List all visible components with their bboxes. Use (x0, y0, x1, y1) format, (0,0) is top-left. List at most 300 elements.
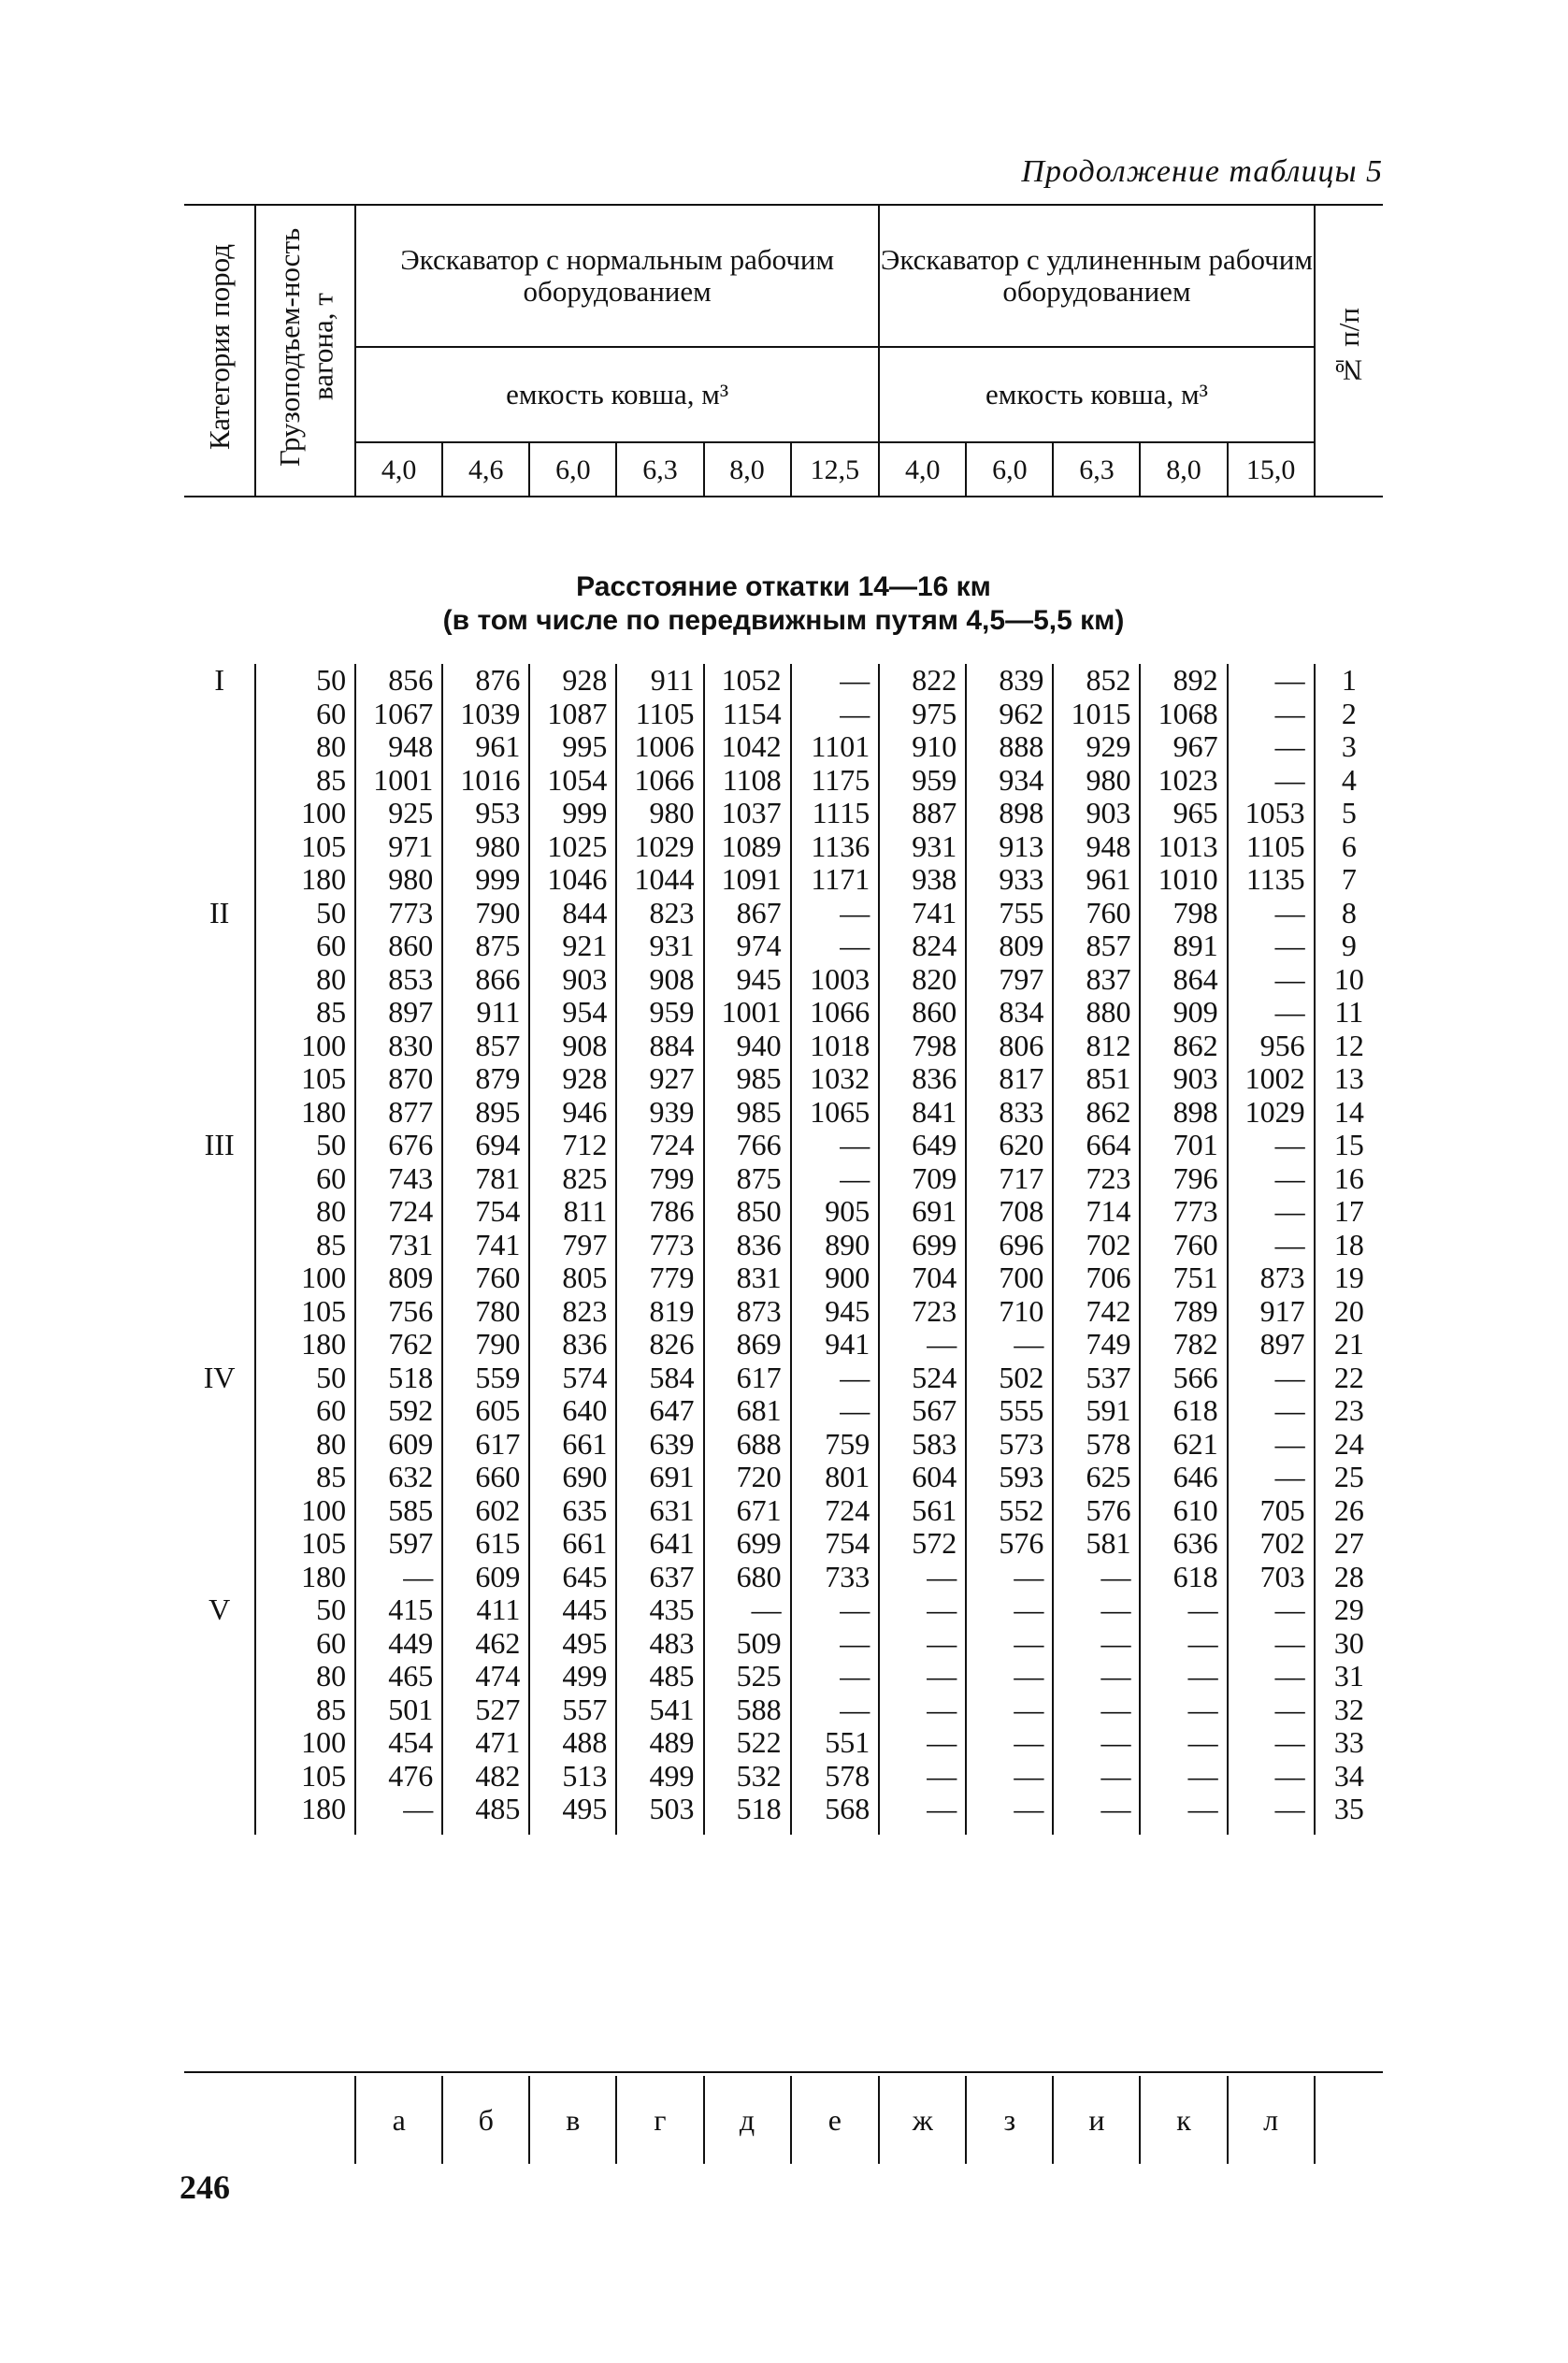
value-cell: 931 (879, 830, 966, 864)
value-cell: 618 (1140, 1394, 1227, 1428)
table-row (184, 1295, 1383, 1329)
value-cell: 971 (355, 830, 442, 864)
capacity-cell: 80 (255, 730, 355, 764)
value-cell: 524 (879, 1362, 966, 1395)
category-cell (184, 1627, 255, 1661)
value-cell: 1046 (529, 863, 616, 897)
rownum-cell: 11 (1315, 996, 1383, 1030)
value-cell: — (879, 1561, 966, 1594)
value-cell: — (1228, 1726, 1315, 1760)
value-cell: 720 (704, 1461, 791, 1494)
value-cell: 895 (442, 1096, 529, 1130)
value-cell: 876 (442, 664, 529, 698)
column-letter: л (1228, 2076, 1315, 2164)
column-letter: з (966, 2076, 1053, 2164)
value-cell: 593 (966, 1461, 1053, 1494)
value-cell: 836 (529, 1328, 616, 1362)
value-cell: 956 (1228, 1030, 1315, 1063)
category-cell (184, 698, 255, 731)
rownum-cell: 30 (1315, 1627, 1383, 1661)
value-cell: 706 (1053, 1261, 1140, 1295)
value-cell: — (1140, 1660, 1227, 1693)
value-cell: 999 (442, 863, 529, 897)
value-cell: — (1053, 1726, 1140, 1760)
value-cell: 618 (1140, 1561, 1227, 1594)
rownum-cell: 5 (1315, 797, 1383, 830)
value-cell: 866 (442, 963, 529, 997)
value-cell: 940 (704, 1030, 791, 1063)
table-row (184, 897, 1383, 930)
column-letter: ж (879, 2076, 966, 2164)
value-cell: 572 (879, 1527, 966, 1561)
category-cell (184, 1295, 255, 1329)
value-cell: — (1053, 1660, 1140, 1693)
value-cell: 1029 (616, 830, 703, 864)
bucket-size-8: 6,3 (1053, 442, 1140, 497)
category-cell (184, 963, 255, 997)
header-category: Категория пород (184, 205, 255, 497)
letter-spacer (255, 2076, 355, 2164)
header-bucket-extended: емкость ковша, м³ (879, 347, 1314, 442)
value-cell: — (1228, 1129, 1315, 1162)
value-cell: 760 (1140, 1229, 1227, 1262)
section-title-line2: (в том числе по передвижным путям 4,5—5,5 км) (442, 605, 1125, 636)
value-cell: 1006 (616, 730, 703, 764)
value-cell: 576 (1053, 1494, 1140, 1528)
table-row (184, 929, 1383, 963)
value-cell: 483 (616, 1627, 703, 1661)
table-row (184, 1793, 1383, 1835)
value-cell: — (1228, 1593, 1315, 1627)
value-cell: 495 (529, 1627, 616, 1661)
rownum-cell: 32 (1315, 1693, 1383, 1727)
value-cell: — (1228, 698, 1315, 731)
value-cell: 661 (529, 1527, 616, 1561)
value-cell: 773 (1140, 1195, 1227, 1229)
table-header (184, 204, 1383, 497)
capacity-cell: 50 (255, 897, 355, 930)
value-cell: 649 (879, 1129, 966, 1162)
value-cell: — (966, 1593, 1053, 1627)
value-cell: 702 (1228, 1527, 1315, 1561)
value-cell: — (1228, 1428, 1315, 1462)
capacity-cell: 105 (255, 1295, 355, 1329)
value-cell: 568 (791, 1793, 880, 1835)
value-cell: 696 (966, 1229, 1053, 1262)
value-cell: 1105 (1228, 830, 1315, 864)
value-cell: 864 (1140, 963, 1227, 997)
value-cell: 786 (616, 1195, 703, 1229)
value-cell: — (791, 1129, 880, 1162)
value-cell: 700 (966, 1261, 1053, 1295)
value-cell: 647 (616, 1394, 703, 1428)
rownum-cell: 20 (1315, 1295, 1383, 1329)
value-cell: 903 (1140, 1062, 1227, 1096)
value-cell: 513 (529, 1760, 616, 1794)
value-cell: 801 (791, 1461, 880, 1494)
value-cell: 551 (791, 1726, 880, 1760)
value-cell: 518 (704, 1793, 791, 1835)
value-cell: — (1140, 1760, 1227, 1794)
value-cell: 1002 (1228, 1062, 1315, 1096)
capacity-cell: 180 (255, 1561, 355, 1594)
table-row (184, 1494, 1383, 1528)
rownum-cell: 7 (1315, 863, 1383, 897)
value-cell: 522 (704, 1726, 791, 1760)
value-cell: 833 (966, 1096, 1053, 1130)
value-cell: 790 (442, 897, 529, 930)
value-cell: 411 (442, 1593, 529, 1627)
value-cell: 661 (529, 1428, 616, 1462)
value-cell: — (704, 1593, 791, 1627)
value-cell: 860 (355, 929, 442, 963)
value-cell: 583 (879, 1428, 966, 1462)
table-row (184, 1461, 1383, 1494)
value-cell: 1053 (1228, 797, 1315, 830)
capacity-cell: 80 (255, 963, 355, 997)
value-cell: — (879, 1693, 966, 1727)
bucket-size-7: 6,0 (966, 442, 1053, 497)
table-row (184, 1162, 1383, 1196)
value-cell: 592 (355, 1394, 442, 1428)
value-cell: 462 (442, 1627, 529, 1661)
value-cell: 509 (704, 1627, 791, 1661)
value-cell: 897 (355, 996, 442, 1030)
value-cell: 749 (1053, 1328, 1140, 1362)
category-cell (184, 1527, 255, 1561)
table-row (184, 963, 1383, 997)
rownum-cell: 26 (1315, 1494, 1383, 1528)
value-cell: 1025 (529, 830, 616, 864)
category-cell (184, 797, 255, 830)
bucket-size-5: 12,5 (791, 442, 880, 497)
table-row (184, 1362, 1383, 1395)
value-cell: 779 (616, 1261, 703, 1295)
value-cell: 640 (529, 1394, 616, 1428)
value-cell: 980 (1053, 764, 1140, 798)
value-cell: 995 (529, 730, 616, 764)
value-cell: 826 (616, 1328, 703, 1362)
category-cell (184, 1096, 255, 1130)
rownum-cell: 19 (1315, 1261, 1383, 1295)
value-cell: — (1140, 1593, 1227, 1627)
category-cell (184, 1394, 255, 1428)
value-cell: 862 (1140, 1030, 1227, 1063)
rownum-cell: 2 (1315, 698, 1383, 731)
value-cell: 1029 (1228, 1096, 1315, 1130)
value-cell: 724 (616, 1129, 703, 1162)
value-cell: 959 (879, 764, 966, 798)
value-cell: 714 (1053, 1195, 1140, 1229)
value-cell: 945 (704, 963, 791, 997)
value-cell: 887 (879, 797, 966, 830)
value-cell: — (1053, 1627, 1140, 1661)
value-cell: 903 (1053, 797, 1140, 830)
capacity-cell: 85 (255, 996, 355, 1030)
column-letter: в (529, 2076, 616, 2164)
value-cell: 946 (529, 1096, 616, 1130)
value-cell: 703 (1228, 1561, 1315, 1594)
value-cell: — (791, 1693, 880, 1727)
value-cell: — (1228, 764, 1315, 798)
value-cell: 841 (879, 1096, 966, 1130)
capacity-cell: 180 (255, 863, 355, 897)
value-cell: 917 (1228, 1295, 1315, 1329)
value-cell: — (1228, 996, 1315, 1030)
capacity-cell: 100 (255, 1726, 355, 1760)
value-cell: 585 (355, 1494, 442, 1528)
value-cell: 415 (355, 1593, 442, 1627)
capacity-cell: 50 (255, 1593, 355, 1627)
value-cell: 588 (704, 1693, 791, 1727)
category-cell: I (184, 664, 255, 698)
category-cell: V (184, 1593, 255, 1627)
value-cell: 805 (529, 1261, 616, 1295)
value-cell: 836 (879, 1062, 966, 1096)
capacity-cell: 100 (255, 797, 355, 830)
value-cell: 928 (529, 1062, 616, 1096)
table-row (184, 1693, 1383, 1727)
value-cell: 967 (1140, 730, 1227, 764)
category-cell (184, 1062, 255, 1096)
value-cell: 704 (879, 1261, 966, 1295)
value-cell: 641 (616, 1527, 703, 1561)
value-cell: 961 (1053, 863, 1140, 897)
table-row (184, 764, 1383, 798)
value-cell: 898 (1140, 1096, 1227, 1130)
rownum-cell: 35 (1315, 1793, 1383, 1835)
value-cell: 860 (879, 996, 966, 1030)
value-cell: 645 (529, 1561, 616, 1594)
rownum-cell: 13 (1315, 1062, 1383, 1096)
value-cell: 525 (704, 1660, 791, 1693)
value-cell: 602 (442, 1494, 529, 1528)
rownum-cell: 28 (1315, 1561, 1383, 1594)
value-cell: 566 (1140, 1362, 1227, 1395)
value-cell: — (1228, 963, 1315, 997)
value-cell: 766 (704, 1129, 791, 1162)
section-title (184, 570, 1383, 638)
value-cell: 851 (1053, 1062, 1140, 1096)
table-row (184, 1627, 1383, 1661)
capacity-cell: 80 (255, 1660, 355, 1693)
value-cell: 518 (355, 1362, 442, 1395)
value-cell: 609 (442, 1561, 529, 1594)
table-row (184, 1428, 1383, 1462)
value-cell: 1003 (791, 963, 880, 997)
value-cell: 1013 (1140, 830, 1227, 864)
value-cell: — (966, 1627, 1053, 1661)
value-cell: 903 (529, 963, 616, 997)
value-cell: — (1228, 730, 1315, 764)
value-cell: 591 (1053, 1394, 1140, 1428)
value-cell: 1089 (704, 830, 791, 864)
table-row (184, 830, 1383, 864)
value-cell: 702 (1053, 1229, 1140, 1262)
value-cell: — (1140, 1726, 1227, 1760)
value-cell: 1087 (529, 698, 616, 731)
value-cell: 636 (1140, 1527, 1227, 1561)
value-cell: — (879, 1793, 966, 1835)
header-bucket-normal: емкость ковша, м³ (355, 347, 879, 442)
value-cell: 1023 (1140, 764, 1227, 798)
rownum-cell: 22 (1315, 1362, 1383, 1395)
table-row (184, 1030, 1383, 1063)
value-cell: 797 (966, 963, 1053, 997)
value-cell: 578 (1053, 1428, 1140, 1462)
value-cell: — (966, 1793, 1053, 1835)
value-cell: 573 (966, 1428, 1053, 1462)
letter-spacer (184, 2076, 255, 2164)
value-cell: 709 (879, 1162, 966, 1196)
page-number: 246 (180, 2168, 230, 2206)
table-row (184, 730, 1383, 764)
value-cell: — (879, 1627, 966, 1661)
value-cell: 617 (704, 1362, 791, 1395)
value-cell: 576 (966, 1527, 1053, 1561)
column-letter: д (704, 2076, 791, 2164)
category-cell (184, 1195, 255, 1229)
value-cell: 980 (355, 863, 442, 897)
bucket-size-4: 8,0 (704, 442, 791, 497)
value-cell: 1010 (1140, 863, 1227, 897)
value-cell: 909 (1140, 996, 1227, 1030)
table-row (184, 1394, 1383, 1428)
rownum-cell: 1 (1315, 664, 1383, 698)
rownum-cell: 6 (1315, 830, 1383, 864)
value-cell: 773 (355, 897, 442, 930)
value-cell: — (791, 1162, 880, 1196)
value-cell: 1042 (704, 730, 791, 764)
value-cell: 741 (442, 1229, 529, 1262)
value-cell: — (791, 1394, 880, 1428)
rownum-cell: 33 (1315, 1726, 1383, 1760)
table-row (184, 996, 1383, 1030)
value-cell: 980 (442, 830, 529, 864)
value-cell: 660 (442, 1461, 529, 1494)
column-letter: к (1140, 2076, 1227, 2164)
value-cell: 836 (704, 1229, 791, 1262)
rownum-cell: 4 (1315, 764, 1383, 798)
category-cell (184, 996, 255, 1030)
table-row (184, 698, 1383, 731)
table-row (184, 1096, 1383, 1130)
value-cell: 1136 (791, 830, 880, 864)
value-cell: 676 (355, 1129, 442, 1162)
bucket-size-3: 6,3 (616, 442, 703, 497)
value-cell: 781 (442, 1162, 529, 1196)
value-cell: 637 (616, 1561, 703, 1594)
value-cell: 574 (529, 1362, 616, 1395)
value-cell: 615 (442, 1527, 529, 1561)
value-cell: 474 (442, 1660, 529, 1693)
value-cell: — (791, 897, 880, 930)
value-cell: 884 (616, 1030, 703, 1063)
value-cell: 880 (1053, 996, 1140, 1030)
value-cell: — (1140, 1693, 1227, 1727)
value-cell: 862 (1053, 1096, 1140, 1130)
value-cell: 939 (616, 1096, 703, 1130)
column-letter: е (791, 2076, 880, 2164)
value-cell: 742 (1053, 1295, 1140, 1329)
value-cell: 754 (442, 1195, 529, 1229)
capacity-cell: 60 (255, 1162, 355, 1196)
value-cell: 911 (442, 996, 529, 1030)
value-cell: 985 (704, 1062, 791, 1096)
rownum-cell: 21 (1315, 1328, 1383, 1362)
value-cell: 1037 (704, 797, 791, 830)
value-cell: 617 (442, 1428, 529, 1462)
value-cell: — (791, 664, 880, 698)
rownum-cell: 25 (1315, 1461, 1383, 1494)
value-cell: 824 (879, 929, 966, 963)
rownum-cell: 31 (1315, 1660, 1383, 1693)
header-normal-excavator: Экскаватор с нормальным рабочим оборудованием (355, 205, 879, 347)
value-cell: 1068 (1140, 698, 1227, 731)
value-cell: 581 (1053, 1527, 1140, 1561)
value-cell: 879 (442, 1062, 529, 1096)
table-row (184, 1527, 1383, 1561)
value-cell: 875 (704, 1162, 791, 1196)
value-cell: 631 (616, 1494, 703, 1528)
value-cell: 691 (879, 1195, 966, 1229)
value-cell: 724 (355, 1195, 442, 1229)
value-cell: 789 (1140, 1295, 1227, 1329)
capacity-cell: 50 (255, 1129, 355, 1162)
value-cell: 1066 (791, 996, 880, 1030)
value-cell: 898 (966, 797, 1053, 830)
table-row (184, 1261, 1383, 1295)
value-cell: — (1140, 1627, 1227, 1661)
category-cell (184, 1261, 255, 1295)
table-row (184, 1660, 1383, 1693)
header-capacity: Грузоподъем-ность вагона, т (255, 205, 355, 497)
category-cell (184, 1328, 255, 1362)
value-cell: 948 (1053, 830, 1140, 864)
value-cell: 527 (442, 1693, 529, 1727)
category-cell (184, 863, 255, 897)
value-cell: 465 (355, 1660, 442, 1693)
value-cell: 850 (704, 1195, 791, 1229)
bucket-size-9: 8,0 (1140, 442, 1227, 497)
value-cell: 875 (442, 929, 529, 963)
value-cell: 723 (879, 1295, 966, 1329)
value-cell: 701 (1140, 1129, 1227, 1162)
value-cell: 559 (442, 1362, 529, 1395)
value-cell: 830 (355, 1030, 442, 1063)
category-cell (184, 929, 255, 963)
value-cell: — (1228, 897, 1315, 930)
value-cell: — (1228, 664, 1315, 698)
column-letter: г (616, 2076, 703, 2164)
value-cell: — (966, 1561, 1053, 1594)
category-cell (184, 1428, 255, 1462)
value-cell: 825 (529, 1162, 616, 1196)
value-cell: — (1053, 1760, 1140, 1794)
value-cell: 495 (529, 1793, 616, 1835)
value-cell: 819 (616, 1295, 703, 1329)
table-row (184, 1229, 1383, 1262)
value-cell: 567 (879, 1394, 966, 1428)
table-row (184, 797, 1383, 830)
value-cell: 925 (355, 797, 442, 830)
value-cell: 888 (966, 730, 1053, 764)
value-cell: 605 (442, 1394, 529, 1428)
value-cell: 1154 (704, 698, 791, 731)
value-cell: 961 (442, 730, 529, 764)
column-letters (184, 2076, 1383, 2164)
value-cell: — (1228, 1660, 1315, 1693)
